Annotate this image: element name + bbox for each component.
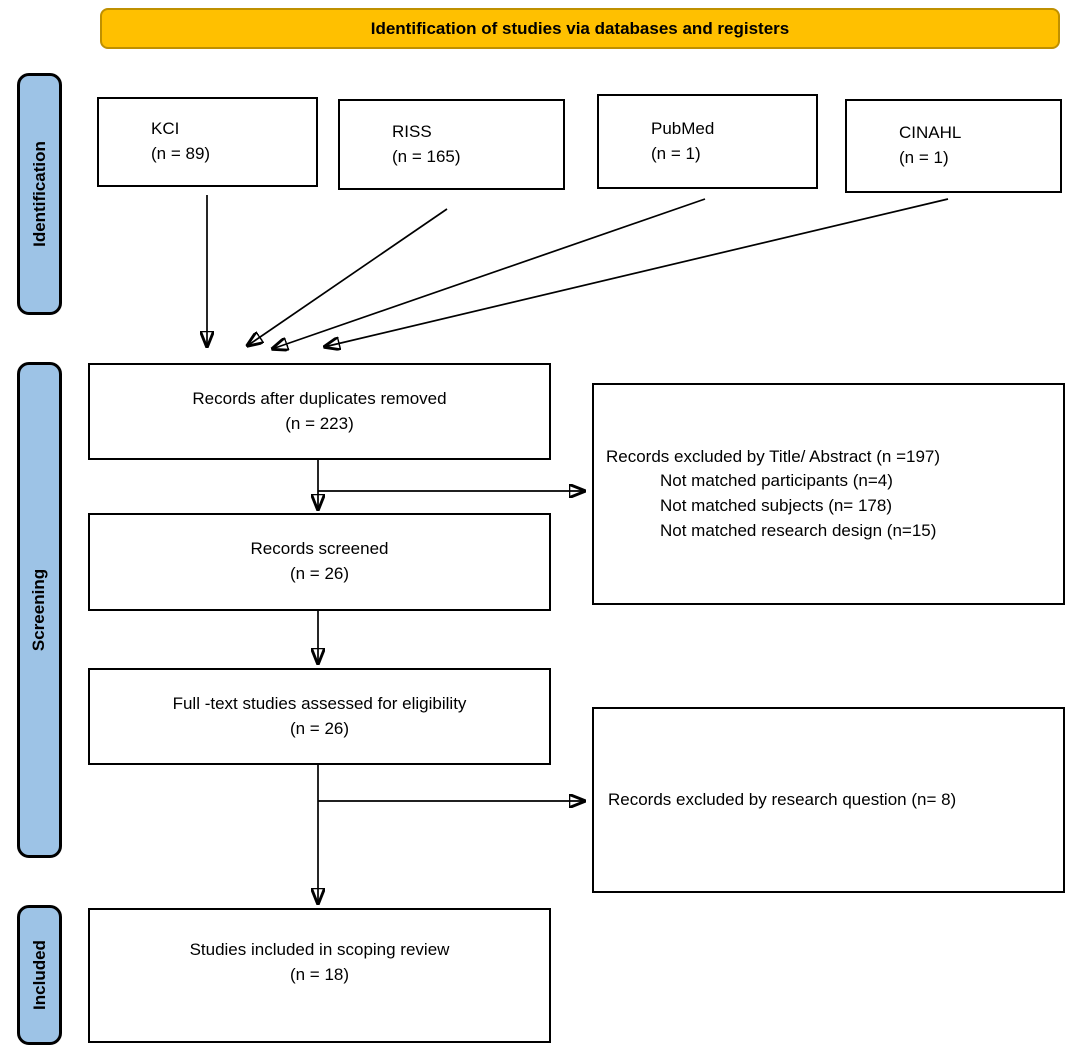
source-box-cinahl bbox=[845, 99, 1062, 193]
arrow-riss-to-duplicates bbox=[247, 209, 447, 346]
source-cinahl-name: CINAHL bbox=[899, 123, 962, 143]
source-kci-count: (n = 89) bbox=[151, 144, 211, 163]
stage-included-label: Included bbox=[29, 940, 49, 1010]
box-duplicates-removed bbox=[88, 363, 551, 460]
source-box-riss bbox=[338, 99, 565, 190]
exclusion-reason: Not matched subjects (n= 178) bbox=[660, 496, 892, 515]
source-pubmed-name: PubMed bbox=[651, 118, 715, 138]
excluded-title-abstract-heading: Records excluded by Title/ Abstract (n =197) bbox=[606, 446, 941, 466]
box-records-screened bbox=[88, 513, 551, 611]
stage-identification bbox=[17, 73, 62, 315]
box-fulltext-assessed bbox=[88, 668, 551, 765]
records-screened-count: (n = 26) bbox=[289, 564, 350, 583]
source-riss-count: (n = 165) bbox=[392, 146, 461, 166]
source-box-kci bbox=[97, 97, 318, 187]
exclusion-reason: Not matched participants (n=4) bbox=[660, 471, 893, 491]
stage-screening-label: Screening bbox=[29, 568, 49, 652]
arrow-pubmed-to-duplicates bbox=[272, 199, 705, 349]
box-excluded-title-abstract bbox=[592, 383, 1065, 605]
studies-included-text: Studies included in scoping review bbox=[189, 939, 450, 959]
excluded-research-question-text: Records excluded by research question (n= 8) bbox=[608, 789, 957, 809]
arrow-cinahl-to-duplicates bbox=[324, 199, 948, 347]
source-cinahl-count: (n = 1) bbox=[899, 148, 949, 167]
fulltext-assessed-text: Full -text studies assessed for eligibility bbox=[172, 693, 467, 713]
source-riss-name: RISS bbox=[392, 121, 432, 141]
duplicates-removed-count: (n = 223) bbox=[285, 413, 354, 433]
box-excluded-research-question bbox=[592, 707, 1065, 893]
exclusion-reason: Not matched research design (n=15) bbox=[660, 520, 937, 540]
stage-screening bbox=[17, 362, 62, 858]
source-pubmed-count: (n = 1) bbox=[651, 143, 701, 163]
source-box-pubmed bbox=[597, 94, 818, 189]
stage-included bbox=[17, 905, 62, 1045]
duplicates-removed-text: Records after duplicates removed bbox=[192, 388, 447, 408]
fulltext-assessed-count: (n = 26) bbox=[289, 718, 350, 738]
banner-title: Identification of studies via databases and registers bbox=[100, 8, 1060, 49]
stage-identification-label: Identification bbox=[29, 141, 49, 247]
box-studies-included bbox=[88, 908, 551, 1043]
studies-included-count: (n = 18) bbox=[289, 964, 350, 984]
records-screened-text: Records screened bbox=[250, 539, 389, 559]
source-kci-name: KCI bbox=[151, 119, 180, 139]
